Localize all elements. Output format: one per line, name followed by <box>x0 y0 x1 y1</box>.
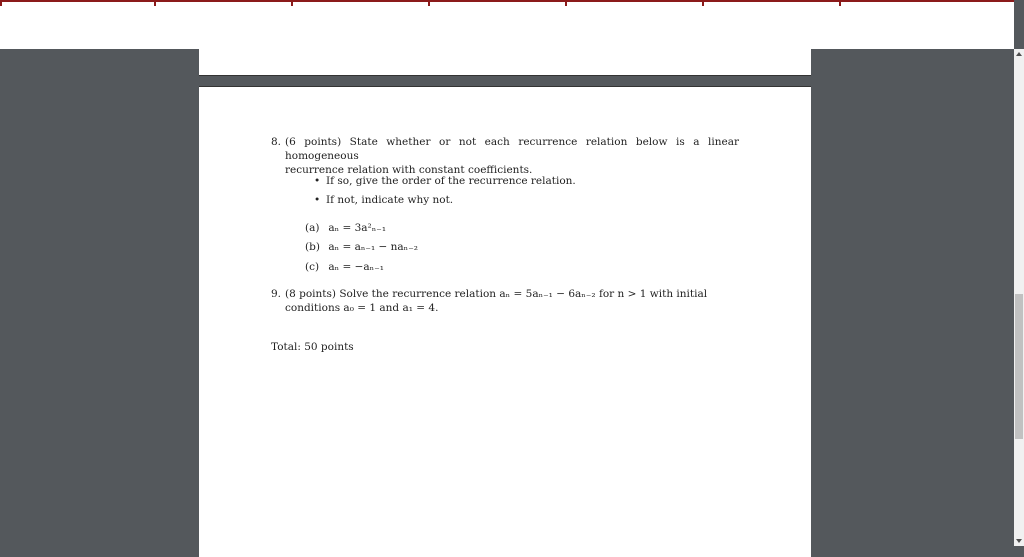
total-points: Total: 50 points <box>271 341 354 353</box>
bullet-dot: • <box>314 194 321 206</box>
vertical-scrollbar[interactable] <box>1014 49 1024 546</box>
question-number: 9. <box>271 288 282 300</box>
subpart-expression: aₙ = −aₙ₋₁ <box>328 261 384 273</box>
viewer-toolbar <box>0 0 1014 49</box>
scroll-down-icon[interactable] <box>1016 539 1022 543</box>
question-text-line2: recurrence relation with constant coefficients. <box>285 164 533 176</box>
toolbar-tick <box>291 2 293 6</box>
bullet-item <box>314 194 454 206</box>
document-page <box>199 86 811 557</box>
question-text-line1: (6 points) State whether or not each recurrence relation below is a linear homogeneous <box>285 136 739 162</box>
bullet-item <box>314 175 576 187</box>
question-8 <box>271 135 739 177</box>
subpart-label: (c) <box>305 261 320 273</box>
toolbar-tick <box>0 2 2 6</box>
previous-page <box>199 49 811 76</box>
question-number: 8. <box>271 136 282 148</box>
subpart-c <box>305 261 384 273</box>
question-9 <box>271 287 739 315</box>
subpart-label: (b) <box>305 241 320 253</box>
toolbar-tick <box>839 2 841 6</box>
subpart-expression: aₙ = aₙ₋₁ − naₙ₋₂ <box>328 241 418 253</box>
toolbar-tick <box>428 2 430 6</box>
subpart-expression: aₙ = 3a²ₙ₋₁ <box>328 222 387 234</box>
toolbar-tick <box>565 2 567 6</box>
question-text-line2: conditions a₀ = 1 and a₁ = 4. <box>285 302 439 314</box>
scroll-thumb[interactable] <box>1015 294 1023 439</box>
bullet-dot: • <box>314 175 321 187</box>
scroll-up-icon[interactable] <box>1016 52 1022 56</box>
subpart-b <box>305 241 418 253</box>
toolbar-tick <box>702 2 704 6</box>
toolbar-tick <box>154 2 156 6</box>
bullet-text: If not, indicate why not. <box>326 194 454 206</box>
subpart-label: (a) <box>305 222 320 234</box>
bullet-text: If so, give the order of the recurrence relation. <box>326 175 576 187</box>
subpart-a <box>305 222 386 234</box>
question-text-line1: (8 points) Solve the recurrence relation aₙ = 5aₙ₋₁ − 6aₙ₋₂ for n > 1 with initial <box>285 288 708 300</box>
